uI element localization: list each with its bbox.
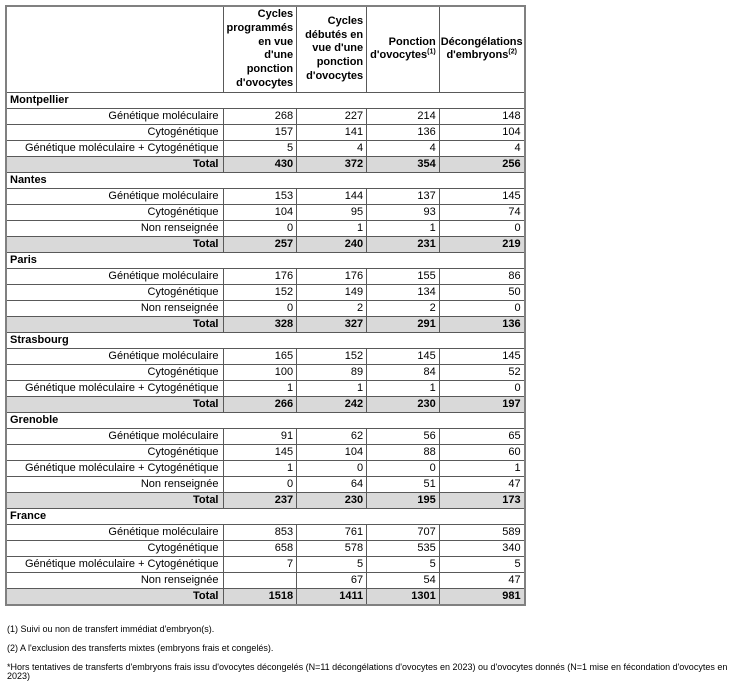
cell-value: 100	[223, 364, 297, 380]
cell-value: 176	[297, 268, 367, 284]
col-header-label: Cycles programmés en vue d'une ponction d'ovocytes	[226, 8, 294, 89]
col-header-superscript: (2)	[508, 48, 517, 56]
total-row	[6, 236, 525, 252]
total-label: Total	[6, 316, 223, 332]
cell-value: 0	[439, 380, 524, 396]
row-label: Génétique moléculaire	[6, 188, 223, 204]
cell-value: 853	[223, 524, 297, 540]
total-value: 430	[223, 156, 297, 172]
cell-value: 4	[367, 140, 440, 156]
data-row	[6, 204, 525, 220]
footnote-1: (1) Suivi ou non de transfert immédiat d'embryon(s).	[7, 623, 215, 634]
cell-value: 141	[297, 124, 367, 140]
cell-value: 5	[297, 556, 367, 572]
row-label: Cytogénétique	[6, 364, 223, 380]
row-label: Génétique moléculaire + Cytogénétique	[6, 380, 223, 396]
total-value: 230	[297, 492, 367, 508]
data-row	[6, 140, 525, 156]
total-value: 242	[297, 396, 367, 412]
col-header-cycles-debutes	[297, 6, 367, 92]
data-row	[6, 348, 525, 364]
cell-value: 136	[367, 124, 440, 140]
cell-value: 88	[367, 444, 440, 460]
data-row	[6, 268, 525, 284]
total-value: 266	[223, 396, 297, 412]
cell-value: 52	[439, 364, 524, 380]
cell-value: 50	[439, 284, 524, 300]
row-label: Génétique moléculaire	[6, 108, 223, 124]
row-label: Non renseignée	[6, 300, 223, 316]
cell-value: 152	[297, 348, 367, 364]
total-label: Total	[6, 588, 223, 605]
cell-value: 761	[297, 524, 367, 540]
cell-value: 176	[223, 268, 297, 284]
cell-value: 268	[223, 108, 297, 124]
row-label: Non renseignée	[6, 220, 223, 236]
cell-value: 0	[439, 300, 524, 316]
cell-value: 4	[439, 140, 524, 156]
col-header-decongelations-embryons	[439, 6, 524, 92]
cell-value: 134	[367, 284, 440, 300]
cell-value: 1	[439, 460, 524, 476]
city-name: Montpellier	[6, 92, 525, 108]
data-row	[6, 188, 525, 204]
cell-value: 51	[367, 476, 440, 492]
cell-value: 152	[223, 284, 297, 300]
city-row	[6, 172, 525, 188]
total-value: 240	[297, 236, 367, 252]
cell-value: 74	[439, 204, 524, 220]
cell-value: 84	[367, 364, 440, 380]
cell-value: 104	[223, 204, 297, 220]
cell-value: 340	[439, 540, 524, 556]
total-row	[6, 156, 525, 172]
table-body	[6, 92, 525, 605]
cell-value: 707	[367, 524, 440, 540]
cell-value: 0	[223, 300, 297, 316]
city-name: Paris	[6, 252, 525, 268]
cell-value: 153	[223, 188, 297, 204]
total-value: 354	[367, 156, 440, 172]
cell-value: 2	[297, 300, 367, 316]
cell-value	[223, 572, 297, 588]
cell-value: 1	[223, 460, 297, 476]
total-value: 195	[367, 492, 440, 508]
city-name: Grenoble	[6, 412, 525, 428]
row-label: Génétique moléculaire + Cytogénétique	[6, 556, 223, 572]
cell-value: 7	[223, 556, 297, 572]
cell-value: 86	[439, 268, 524, 284]
cell-value: 535	[367, 540, 440, 556]
data-row	[6, 476, 525, 492]
data-row	[6, 524, 525, 540]
city-row	[6, 92, 525, 108]
total-value: 256	[439, 156, 524, 172]
city-row	[6, 412, 525, 428]
cell-value: 0	[297, 460, 367, 476]
cell-value: 47	[439, 572, 524, 588]
row-label: Génétique moléculaire	[6, 348, 223, 364]
total-value: 219	[439, 236, 524, 252]
total-label: Total	[6, 396, 223, 412]
cell-value: 1	[367, 220, 440, 236]
total-value: 257	[223, 236, 297, 252]
cell-value: 0	[439, 220, 524, 236]
cell-value: 145	[367, 348, 440, 364]
row-label: Génétique moléculaire + Cytogénétique	[6, 460, 223, 476]
cell-value: 149	[297, 284, 367, 300]
row-label: Génétique moléculaire	[6, 428, 223, 444]
cell-value: 56	[367, 428, 440, 444]
data-row	[6, 460, 525, 476]
cell-value: 93	[367, 204, 440, 220]
cell-value: 62	[297, 428, 367, 444]
row-label: Cytogénétique	[6, 124, 223, 140]
data-row	[6, 572, 525, 588]
row-label: Non renseignée	[6, 476, 223, 492]
cell-value: 5	[223, 140, 297, 156]
cell-value: 104	[439, 124, 524, 140]
total-label: Total	[6, 492, 223, 508]
cell-value: 67	[297, 572, 367, 588]
cell-value: 89	[297, 364, 367, 380]
cell-value: 1	[223, 380, 297, 396]
cell-value: 137	[367, 188, 440, 204]
total-value: 1411	[297, 588, 367, 605]
col-header-superscript: (1)	[427, 48, 436, 56]
cell-value: 145	[223, 444, 297, 460]
cell-value: 658	[223, 540, 297, 556]
cell-value: 155	[367, 268, 440, 284]
data-row	[6, 428, 525, 444]
total-value: 197	[439, 396, 524, 412]
cell-value: 214	[367, 108, 440, 124]
total-row	[6, 396, 525, 412]
data-row	[6, 300, 525, 316]
total-value: 237	[223, 492, 297, 508]
row-label: Cytogénétique	[6, 444, 223, 460]
cell-value: 0	[223, 220, 297, 236]
total-value: 136	[439, 316, 524, 332]
data-row	[6, 220, 525, 236]
row-label: Cytogénétique	[6, 540, 223, 556]
data-row	[6, 540, 525, 556]
cell-value: 91	[223, 428, 297, 444]
data-table	[5, 5, 526, 606]
cell-value: 64	[297, 476, 367, 492]
total-value: 981	[439, 588, 524, 605]
data-row	[6, 556, 525, 572]
total-value: 1518	[223, 588, 297, 605]
footnote-asterisk: *Hors tentatives de transferts d'embryons frais issu d'ovocytes décongelés (N=11 décongélations d'ovocytes en 2023) ou d'ovocytes donnés (N=1 mise en fécondation d'ovocytes en 2023)	[7, 661, 728, 681]
total-value: 1301	[367, 588, 440, 605]
data-row	[6, 444, 525, 460]
cell-value: 0	[367, 460, 440, 476]
cell-value: 227	[297, 108, 367, 124]
city-name: Nantes	[6, 172, 525, 188]
cell-value: 148	[439, 108, 524, 124]
cell-value: 2	[367, 300, 440, 316]
data-row	[6, 364, 525, 380]
col-header-ponction-ovocytes	[367, 6, 440, 92]
row-label: Génétique moléculaire	[6, 524, 223, 540]
cell-value: 65	[439, 428, 524, 444]
data-row	[6, 108, 525, 124]
footnotes	[5, 625, 750, 681]
cell-value: 47	[439, 476, 524, 492]
total-row	[6, 492, 525, 508]
data-row	[6, 380, 525, 396]
city-row	[6, 508, 525, 524]
header-row	[6, 6, 525, 92]
cell-value: 144	[297, 188, 367, 204]
row-label: Génétique moléculaire + Cytogénétique	[6, 140, 223, 156]
col-header-label: Décongélations d'embryons	[440, 35, 523, 62]
total-label: Total	[6, 156, 223, 172]
footnote-2: (2) A l'exclusion des transferts mixtes (embryons frais et congelés).	[7, 642, 274, 653]
col-header-label: Ponction d'ovocytes	[370, 35, 436, 62]
total-row	[6, 316, 525, 332]
city-name: France	[6, 508, 525, 524]
total-value: 327	[297, 316, 367, 332]
data-row	[6, 284, 525, 300]
cell-value: 4	[297, 140, 367, 156]
cell-value: 54	[367, 572, 440, 588]
cell-value: 145	[439, 188, 524, 204]
row-label: Non renseignée	[6, 572, 223, 588]
row-label: Cytogénétique	[6, 284, 223, 300]
total-value: 328	[223, 316, 297, 332]
city-row	[6, 332, 525, 348]
cell-value: 1	[297, 220, 367, 236]
row-label: Cytogénétique	[6, 204, 223, 220]
city-row	[6, 252, 525, 268]
total-value: 231	[367, 236, 440, 252]
corner-cell	[6, 6, 223, 92]
cell-value: 1	[367, 380, 440, 396]
col-header-label: Cycles débutés en vue d'une ponction d'ovocytes	[305, 14, 364, 82]
cell-value: 1	[297, 380, 367, 396]
total-value: 230	[367, 396, 440, 412]
row-label: Génétique moléculaire	[6, 268, 223, 284]
cell-value: 60	[439, 444, 524, 460]
col-header-cycles-programmes	[223, 6, 297, 92]
cell-value: 95	[297, 204, 367, 220]
total-row	[6, 588, 525, 605]
total-value: 173	[439, 492, 524, 508]
total-label: Total	[6, 236, 223, 252]
total-value: 291	[367, 316, 440, 332]
cell-value: 104	[297, 444, 367, 460]
city-name: Strasbourg	[6, 332, 525, 348]
data-row	[6, 124, 525, 140]
cell-value: 165	[223, 348, 297, 364]
cell-value: 0	[223, 476, 297, 492]
cell-value: 145	[439, 348, 524, 364]
cell-value: 5	[439, 556, 524, 572]
cell-value: 589	[439, 524, 524, 540]
cell-value: 578	[297, 540, 367, 556]
cell-value: 5	[367, 556, 440, 572]
cell-value: 157	[223, 124, 297, 140]
total-value: 372	[297, 156, 367, 172]
